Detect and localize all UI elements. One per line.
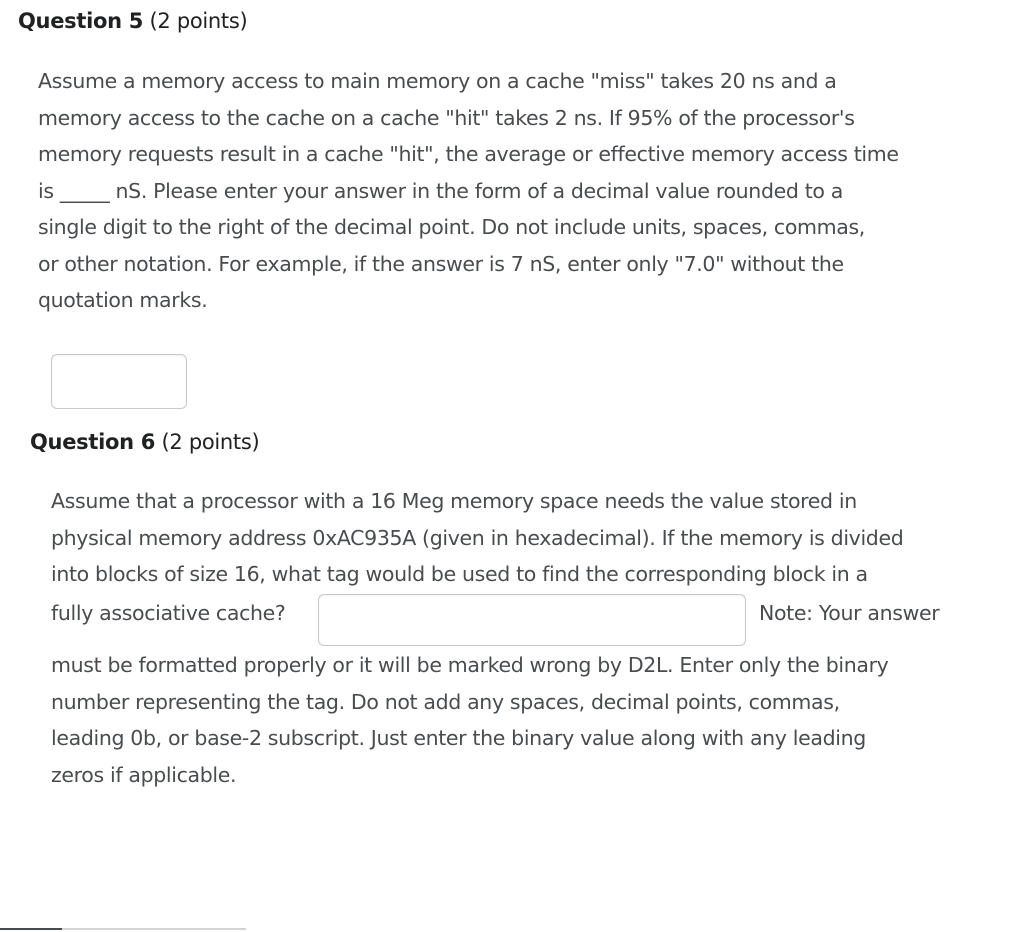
prompt-line: quotation marks. bbox=[38, 288, 208, 312]
prompt-line: memory requests result in a cache "hit", the average or effective memory access time bbox=[38, 142, 899, 166]
prompt-line: number representing the tag. Do not add any spaces, decimal points, commas, bbox=[51, 689, 840, 714]
question-6-answer-input[interactable] bbox=[318, 594, 746, 646]
question-5-prompt bbox=[38, 63, 899, 319]
prompt-line: single digit to the right of the decimal point. Do not include units, spaces, commas, bbox=[38, 215, 865, 239]
prompt-line: memory access to the cache on a cache "hit" takes 2 ns. If 95% of the processor's bbox=[38, 105, 855, 130]
prompt-line: Assume a memory access to main memory on a cache "miss" takes 20 ns and a bbox=[38, 69, 837, 93]
prompt-line: must be formatted properly or it will be marked wrong by D2L. Enter only the binary bbox=[51, 653, 889, 677]
question-5-points: (2 points) bbox=[149, 9, 248, 33]
question-6-name: Question 6 bbox=[30, 430, 156, 454]
prompt-line: leading 0b, or base-2 subscript. Just enter the binary value along with any leading bbox=[51, 726, 866, 750]
question-5-answer-input[interactable] bbox=[51, 354, 187, 409]
question-6-prompt-bottom bbox=[51, 647, 888, 793]
prompt-line: is _____ nS. Please enter your answer in the form of a decimal value rounded to a bbox=[38, 178, 843, 203]
question-6-title bbox=[30, 430, 259, 454]
bottom-divider bbox=[0, 928, 246, 930]
prompt-line: into blocks of size 16, what tag would be used to find the corresponding block in a bbox=[51, 562, 868, 586]
question-6-inline-note: Note: Your answer bbox=[759, 601, 940, 625]
prompt-line: Assume that a processor with a 16 Meg memory space needs the value stored in bbox=[51, 489, 857, 513]
question-5-name: Question 5 bbox=[18, 9, 144, 33]
prompt-line: physical memory address 0xAC935A (given in hexadecimal). If the memory is divided bbox=[51, 525, 904, 550]
prompt-line: or other notation. For example, if the answer is 7 nS, enter only "7.0" without the bbox=[38, 251, 844, 276]
prompt-line: zeros if applicable. bbox=[51, 762, 237, 787]
question-6-inline-label: fully associative cache? bbox=[51, 601, 286, 625]
question-6-points: (2 points) bbox=[161, 430, 260, 454]
question-6-prompt-top bbox=[51, 483, 903, 593]
bottom-divider-accent bbox=[0, 928, 62, 930]
question-5-title bbox=[18, 9, 247, 33]
